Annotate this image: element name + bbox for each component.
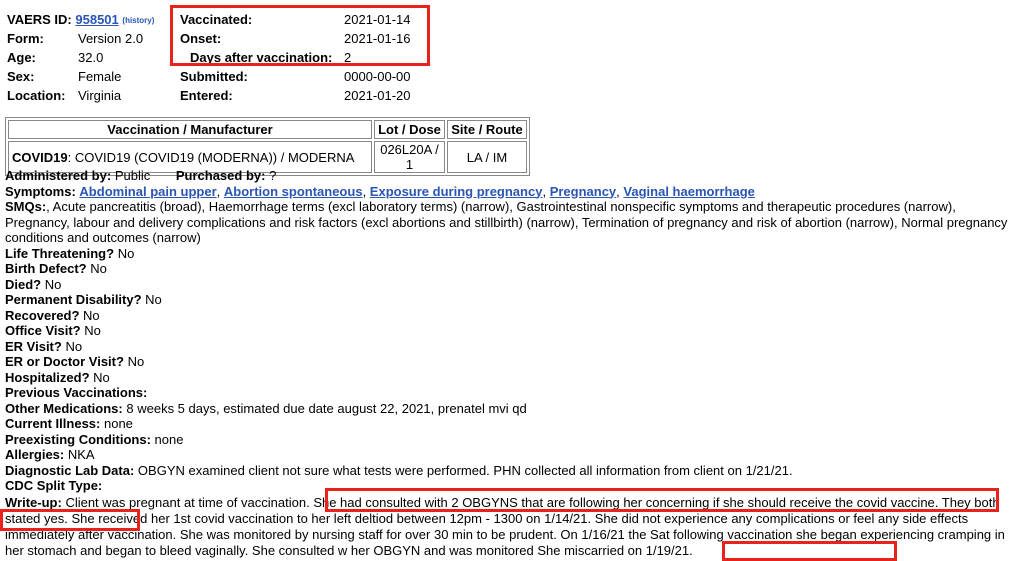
field-row [5,416,1020,432]
field-label: Preexisting Conditions: [5,431,151,447]
smqs-row [5,199,1020,246]
administered-row [5,168,1020,184]
field-label: Birth Defect? [5,261,87,276]
age-label: Age: [7,50,36,65]
field-label: Died? [5,276,42,292]
field-value: No [93,369,110,385]
field-row [5,261,1020,277]
field-label: CDC Split Type: [5,478,103,493]
field-label: Other Medications: [5,400,123,416]
writeup-highlight-stated: They both stated yes. [5,495,1000,526]
smqs-label: SMQs: [5,199,47,214]
writeup-highlight-miscarried: She miscarried on 1/19/21. [537,543,693,558]
writeup-section [5,495,1020,559]
field-value: none [154,431,184,447]
cell-site: LA / IM [447,141,527,173]
purchased-by-label: Purchased by: [175,168,266,183]
table-header-row [8,120,527,139]
field-value: No [65,338,83,354]
history-link[interactable]: (history) [122,16,155,25]
field-row [5,478,1020,494]
purchased-by-value: ? [269,168,277,183]
field-row [5,385,1020,401]
symptom-link[interactable]: Abortion spontaneous [223,183,363,199]
field-value: No [90,261,107,276]
field-row [5,370,1020,386]
col-site: Site / Route [447,120,527,139]
onset-value: 2021-01-16 [344,31,411,46]
field-value: OBGYN examined client not sure what tests were performed. PHN collected all information from client on 1/21/21. [137,462,793,478]
submitted-label: Submitted: [180,69,248,84]
field-value: No [44,276,62,292]
field-label: ER Visit? [5,338,62,354]
writeup-text: Client was pregnant at time of vaccination. [65,495,310,510]
field-label: Hospitalized? [5,369,90,385]
field-row [5,246,1020,262]
writeup-label: Write-up: [5,495,62,510]
field-value: No [117,245,135,261]
field-value: NKA [67,447,95,462]
submitted-value: 0000-00-00 [344,69,411,84]
symptoms-row: Symptoms: Abdominal pain upper, Abortion spontaneous, Exposure during pregnancy, Pregnancy, Vaginal haemorrhage [5,183,755,199]
vaers-id-label: VAERS ID: [7,12,72,27]
sex-value: Female [78,69,122,84]
field-row [5,432,1020,448]
field-row [5,354,1020,370]
field-row [5,323,1020,339]
administered-by-value: Public [114,168,151,183]
field-value: No [84,323,101,338]
form-value: Version 2.0 [78,31,144,46]
field-label: Diagnostic Lab Data: [5,462,135,478]
field-row [5,308,1020,324]
entered-value: 2021-01-20 [344,88,411,103]
field-row [5,401,1020,417]
cell-lot: 026L20A / 1 [374,141,445,173]
sex-label: Sex: [7,69,35,84]
report-details [5,168,1020,494]
field-label: Office Visit? [5,323,81,338]
vaers-id-link[interactable]: 958501 [75,12,119,27]
symptom-link[interactable]: Vaginal haemorrhage [623,183,755,199]
symptoms-label: Symptoms: [5,183,76,199]
administered-by-label: Administered by: [5,168,112,183]
days-after-value: 2 [344,50,352,65]
form-label: Form: [7,31,44,46]
symptom-link[interactable]: Abdominal pain upper [79,183,217,199]
days-after-label: Days after vaccination: [190,50,333,65]
location-label: Location: [7,88,66,103]
field-value: 8 weeks 5 days, estimated due date august 22, 2021, prenatel mvi qd [126,400,527,416]
vaccinated-label: Vaccinated: [180,12,253,27]
field-label: ER or Doctor Visit? [5,354,124,369]
vaers-id-row [7,12,154,29]
col-vaccination: Vaccination / Manufacturer [8,120,372,139]
symptom-link[interactable]: Exposure during pregnancy [369,183,543,199]
col-lot: Lot / Dose [374,120,445,139]
symptom-link[interactable]: Pregnancy [549,183,617,199]
field-label: Permanent Disability? [5,292,142,307]
field-row [5,292,1020,308]
age-value: 32.0 [78,50,104,65]
field-label: Allergies: [5,447,65,462]
location-value: Virginia [78,88,122,103]
field-row [5,277,1020,293]
vaccine-name: : COVID19 (COVID19 (MODERNA)) / MODERNA [67,149,355,165]
field-value: No [127,354,145,369]
writeup-highlight-consult: She had consulted with 2 OBGYNS that are following her concerning if she should receive the covid vaccine. [313,495,939,510]
field-value: none [103,416,133,431]
entered-label: Entered: [180,88,233,103]
onset-label: Onset: [180,31,222,46]
field-label: Current Illness: [5,416,101,431]
vaccine-code: COVID19 [12,149,68,165]
field-label: Life Threatening? [5,245,115,261]
field-label: Previous Vaccinations: [5,385,148,400]
vaccinated-value: 2021-01-14 [344,12,411,27]
field-row [5,463,1020,479]
field-value: No [145,292,162,307]
field-row [5,339,1020,355]
field-row [5,447,1020,463]
writeup-text: She received her 1st covid vaccination to her left deltiod between 12pm - 1300 on 1/14/21. She did not experience any complications or feel any side effects immediately after vaccination. She was monitored by nursing staff for over 30 min to be prudent. On 1/16/21 the Sat following vaccination she began experiencing cramping in her stomach and began to bleed vaginally. She consulted w her OBGYN and was monitored [5,511,1005,558]
field-label: Recovered? [5,307,80,323]
smqs-value: , Acute pancreatitis (broad), Haemorrhage terms (excl laboratory terms) (narrow), Gastrointestinal nonspecific symptoms and therapeutic procedures (narrow), Pregnancy, labour and delivery complications and risk factors (excl abortions and stillbirth) (narrow), Termination of pregnancy and risk of abortion (narrow), Normal pregnancy conditions and outcomes (narrow) [5,199,1008,245]
field-value: No [83,307,100,323]
